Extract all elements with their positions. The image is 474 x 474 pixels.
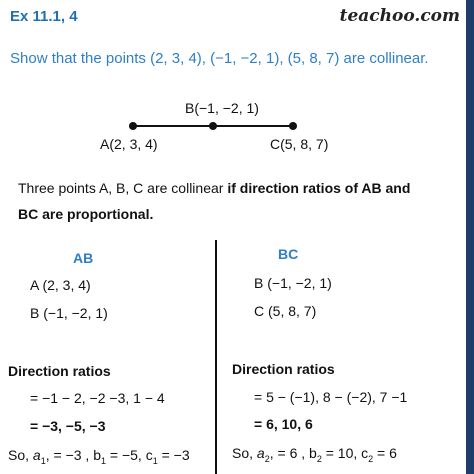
bc-point-c: C (5, 8, 7) — [254, 303, 317, 319]
point-c-label: C(5, 8, 7) — [270, 136, 329, 152]
point-b-dot — [209, 122, 217, 130]
bc-point-b: B (−1, −2, 1) — [254, 275, 332, 291]
point-a-label: A(2, 3, 4) — [100, 136, 158, 152]
bc-direction-ratios-result: = 6, 10, 6 — [254, 416, 313, 432]
ab-direction-ratios-result: = −3, −5, −3 — [30, 418, 106, 434]
ab-point-b: B (−1, −2, 1) — [30, 305, 108, 321]
point-b-label: B(−1, −2, 1) — [185, 100, 259, 116]
ab-point-a: A (2, 3, 4) — [30, 277, 91, 293]
bc-heading: BC — [278, 246, 299, 262]
question-text: Show that the points (2, 3, 4), (−1, −2, 1), (5, 8, 7) are collinear. — [10, 50, 429, 67]
bc-direction-ratios-expression: = 5 − (−1), 8 − (−2), 7 −1 — [254, 389, 408, 405]
ab-direction-ratios-expression: = −1 − 2, −2 −3, 1 − 4 — [30, 390, 165, 406]
ab-direction-ratios-title: Direction ratios — [8, 363, 111, 379]
statement-bold: if direction ratios of AB and — [227, 180, 411, 196]
statement-plain: Three points A, B, C are collinear — [18, 180, 228, 196]
collinear-statement-line2: BC are proportional. — [18, 206, 154, 222]
bc-direction-ratios-title: Direction ratios — [232, 361, 335, 377]
ab-so-line: So, $a_1$, = −3 , $b_1 = -5$, $c_1 = -3$ — [8, 447, 190, 466]
bc-so-line: So, $a_2$, = 6 , $b_2 = 10$, $c_2 = 6$ — [232, 445, 397, 464]
exercise-title: Ex 11.1, 4 — [10, 8, 78, 25]
point-c-dot — [289, 122, 297, 130]
point-a-dot — [129, 122, 137, 130]
ab-heading: AB — [73, 250, 94, 266]
column-divider — [215, 240, 217, 474]
brand-logo: teachoo.com — [339, 6, 460, 26]
collinear-statement-line1 — [18, 180, 410, 196]
